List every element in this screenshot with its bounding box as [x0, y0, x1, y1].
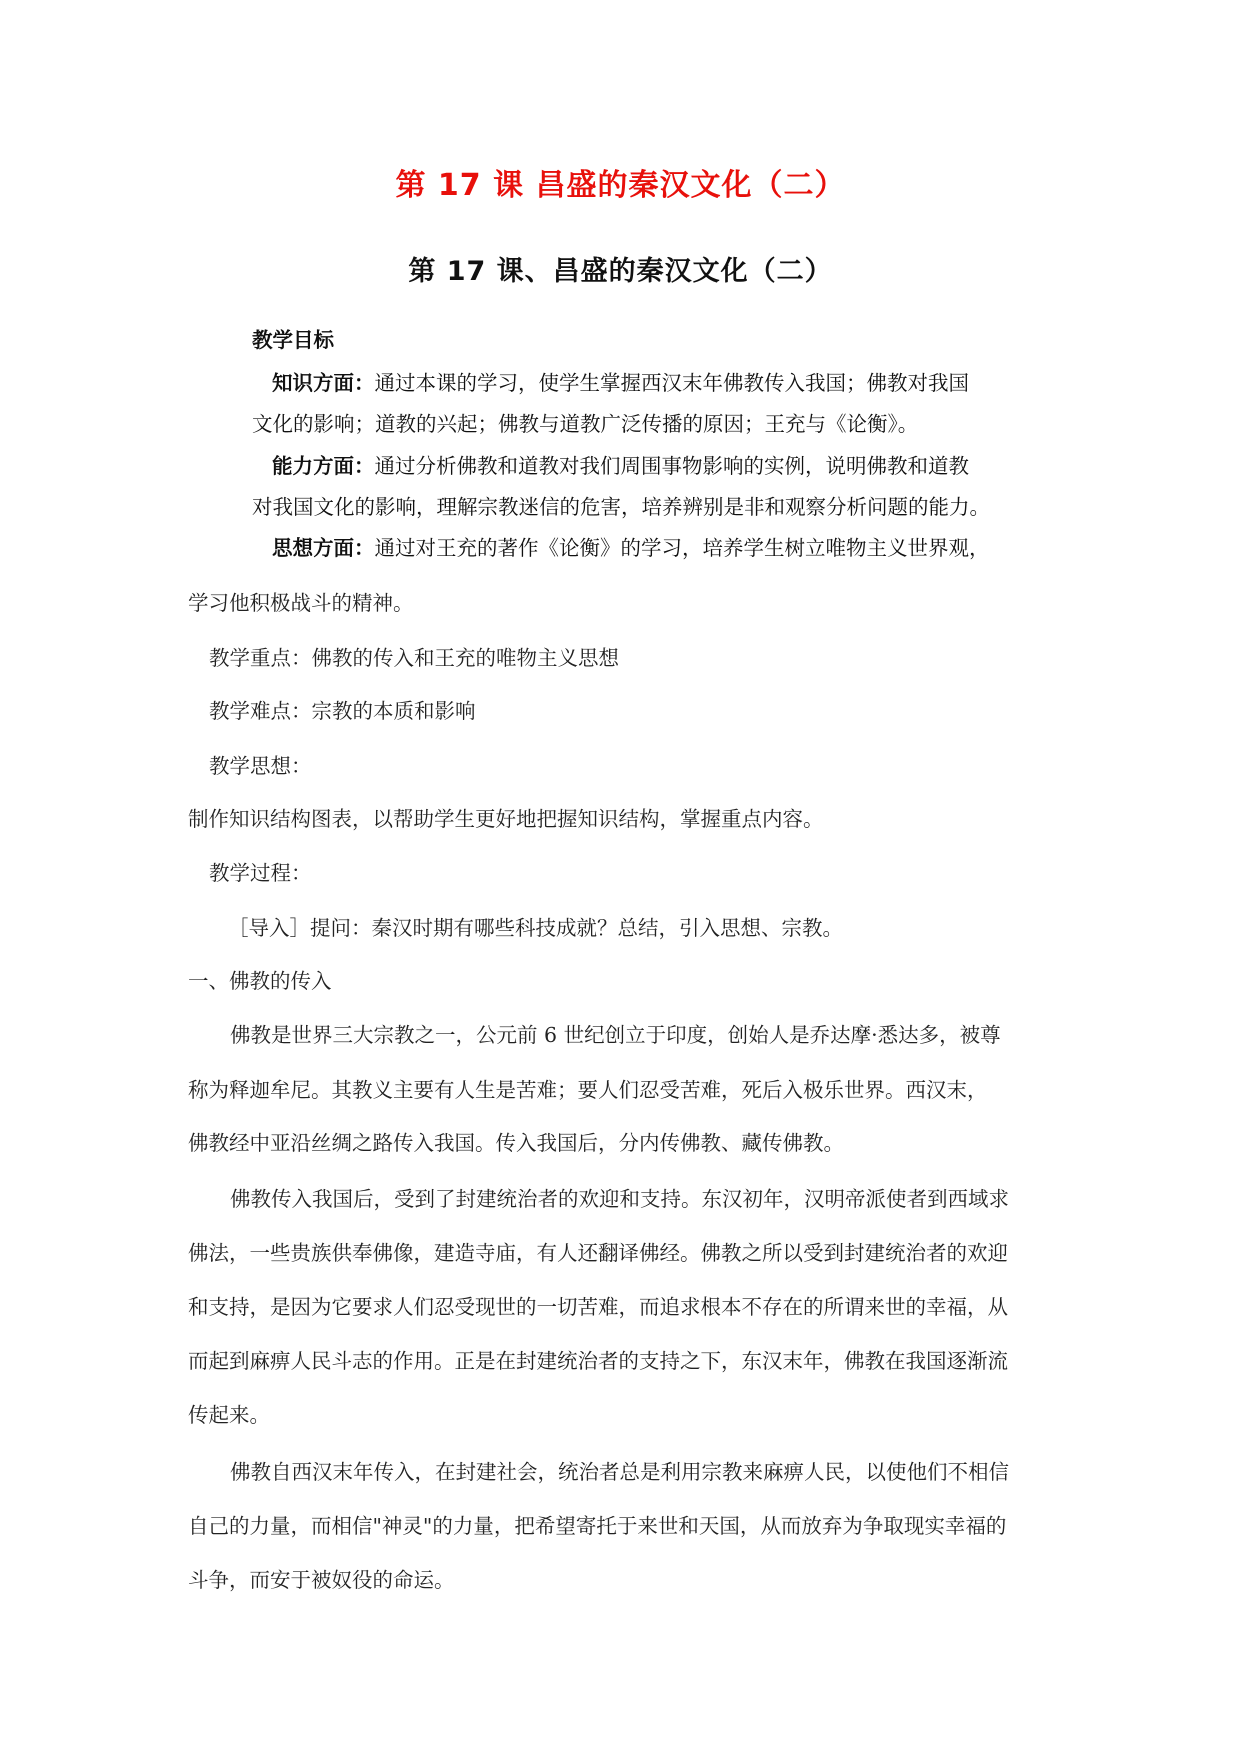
ability-line-1	[272, 449, 969, 479]
intro-text: ［导入］提问：秦汉时期有哪些科技成就？总结，引入思想、宗教。	[228, 916, 843, 940]
thought-label: 思想方面：	[272, 536, 375, 560]
paragraph-3-line-2: 自己的力量，而相信"神灵"的力量，把希望寄托于来世和天国，从而放弃为争取现实幸福的	[188, 1514, 1007, 1538]
paragraph-1-line-2: 称为释迦牟尼。其教义主要有人生是苦难；要人们忍受苦难，死后入极乐世界。西汉末，	[188, 1078, 988, 1102]
objectives-heading: 教学目标	[252, 328, 334, 352]
lesson-title: 第 17 课、昌盛的秦汉文化（二）	[408, 256, 833, 287]
paragraph-1-line-1: 佛教是世界三大宗教之一，公元前 6 世纪创立于印度，创始人是乔达摩·悉达多，被尊	[230, 1023, 1001, 1047]
ability-text-1: 通过分析佛教和道教对我们周围事物影响的实例，说明佛教和道教	[374, 454, 969, 478]
paragraph-2-line-2: 佛法，一些贵族供奉佛像，建造寺庙，有人还翻译佛经。佛教之所以受到封建统治者的欢迎	[188, 1241, 1008, 1265]
knowledge-line-2: 文化的影响；道教的兴起；佛教与道教广泛传播的原因；王充与《论衡》。	[252, 412, 919, 436]
knowledge-text-1: 通过本课的学习，使学生掌握西汉末年佛教传入我国；佛教对我国	[374, 371, 969, 395]
paragraph-2-line-3: 和支持，是因为它要求人们忍受现世的一切苦难，而追求根本不存在的所谓来世的幸福，从	[188, 1295, 1008, 1319]
difficulties: 教学难点：宗教的本质和影响	[209, 699, 476, 723]
paragraph-2-line-4: 而起到麻痹人民斗志的作用。正是在封建统治者的支持之下，东汉末年，佛教在我国逐渐流	[188, 1349, 1008, 1373]
paragraph-2-line-5: 传起来。	[188, 1403, 270, 1427]
section-heading: 一、佛教的传入	[188, 969, 332, 993]
thought-line-1	[272, 531, 990, 561]
page-title: 第 17 课 昌盛的秦汉文化（二）	[395, 168, 846, 203]
ability-label: 能力方面：	[272, 454, 375, 478]
ideas-text: 制作知识结构图表，以帮助学生更好地把握知识结构，掌握重点内容。	[188, 807, 824, 831]
paragraph-3-line-1: 佛教自西汉末年传入，在封建社会，统治者总是利用宗教来麻痹人民，以使他们不相信	[230, 1460, 1009, 1484]
paragraph-2-line-1: 佛教传入我国后，受到了封建统治者的欢迎和支持。东汉初年，汉明帝派使者到西域求	[230, 1187, 1009, 1211]
process-label: 教学过程：	[209, 861, 312, 885]
ideas-label: 教学思想：	[209, 754, 312, 778]
knowledge-line-1	[272, 366, 969, 396]
key-points: 教学重点：佛教的传入和王充的唯物主义思想	[209, 646, 619, 670]
ability-line-2: 对我国文化的影响，理解宗教迷信的危害，培养辨别是非和观察分析问题的能力。	[252, 495, 990, 519]
knowledge-label: 知识方面：	[272, 371, 375, 395]
paragraph-3-line-3: 斗争，而安于被奴役的命运。	[188, 1568, 455, 1592]
thought-line-2: 学习他积极战斗的精神。	[188, 591, 414, 615]
thought-text-1: 通过对王充的著作《论衡》的学习，培养学生树立唯物主义世界观，	[374, 536, 990, 560]
paragraph-1-line-3: 佛教经中亚沿丝绸之路传入我国。传入我国后，分内传佛教、藏传佛教。	[188, 1131, 844, 1155]
